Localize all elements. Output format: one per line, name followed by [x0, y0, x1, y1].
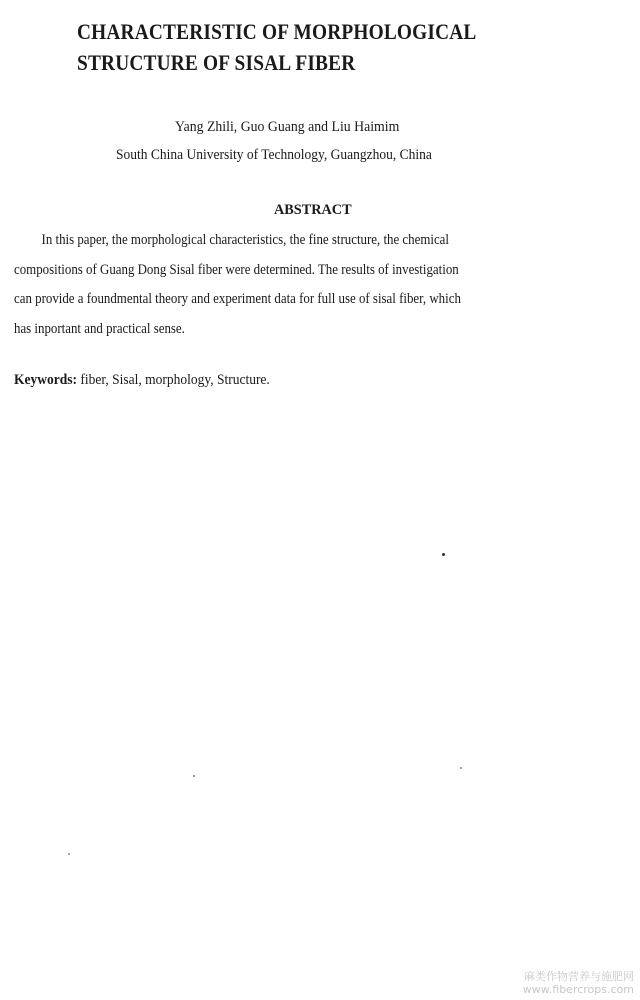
abstract-body: [14, 226, 626, 344]
abstract-line-4: has inportant and practical sense.: [14, 320, 185, 337]
title-line-1: CHARACTERISTIC OF MORPHOLOGICAL: [77, 19, 477, 44]
keywords-line: [14, 372, 270, 389]
title-line-2: STRUCTURE OF SISAL FIBER: [77, 50, 356, 75]
author-affiliation: South China University of Technology, Guangzhou, China: [116, 147, 432, 163]
scan-speck: [193, 775, 195, 777]
paper-title: [77, 16, 477, 78]
abstract-line-3: can provide a foundmental theory and experiment data for full use of sisal fiber, which: [14, 291, 461, 307]
site-watermark: [523, 970, 634, 996]
abstract-heading: ABSTRACT: [274, 202, 352, 218]
abstract-line-2: compositions of Guang Dong Sisal fiber were determined. The results of investigation: [14, 261, 459, 278]
watermark-cn: 麻类作物营养与施肥网: [524, 970, 634, 983]
watermark-url: www.fibercrops.com: [522, 983, 634, 996]
scan-speck: [442, 553, 445, 556]
scan-speck: [68, 853, 70, 855]
scan-speck: [460, 767, 462, 769]
keywords-label: Keywords:: [14, 372, 77, 388]
keywords-text: fiber, Sisal, morphology, Structure.: [77, 372, 270, 388]
author-names: Yang Zhili, Guo Guang and Liu Haimim: [175, 119, 400, 135]
abstract-line-1: In this paper, the morphological characteristics, the fine structure, the chemical: [41, 232, 449, 248]
